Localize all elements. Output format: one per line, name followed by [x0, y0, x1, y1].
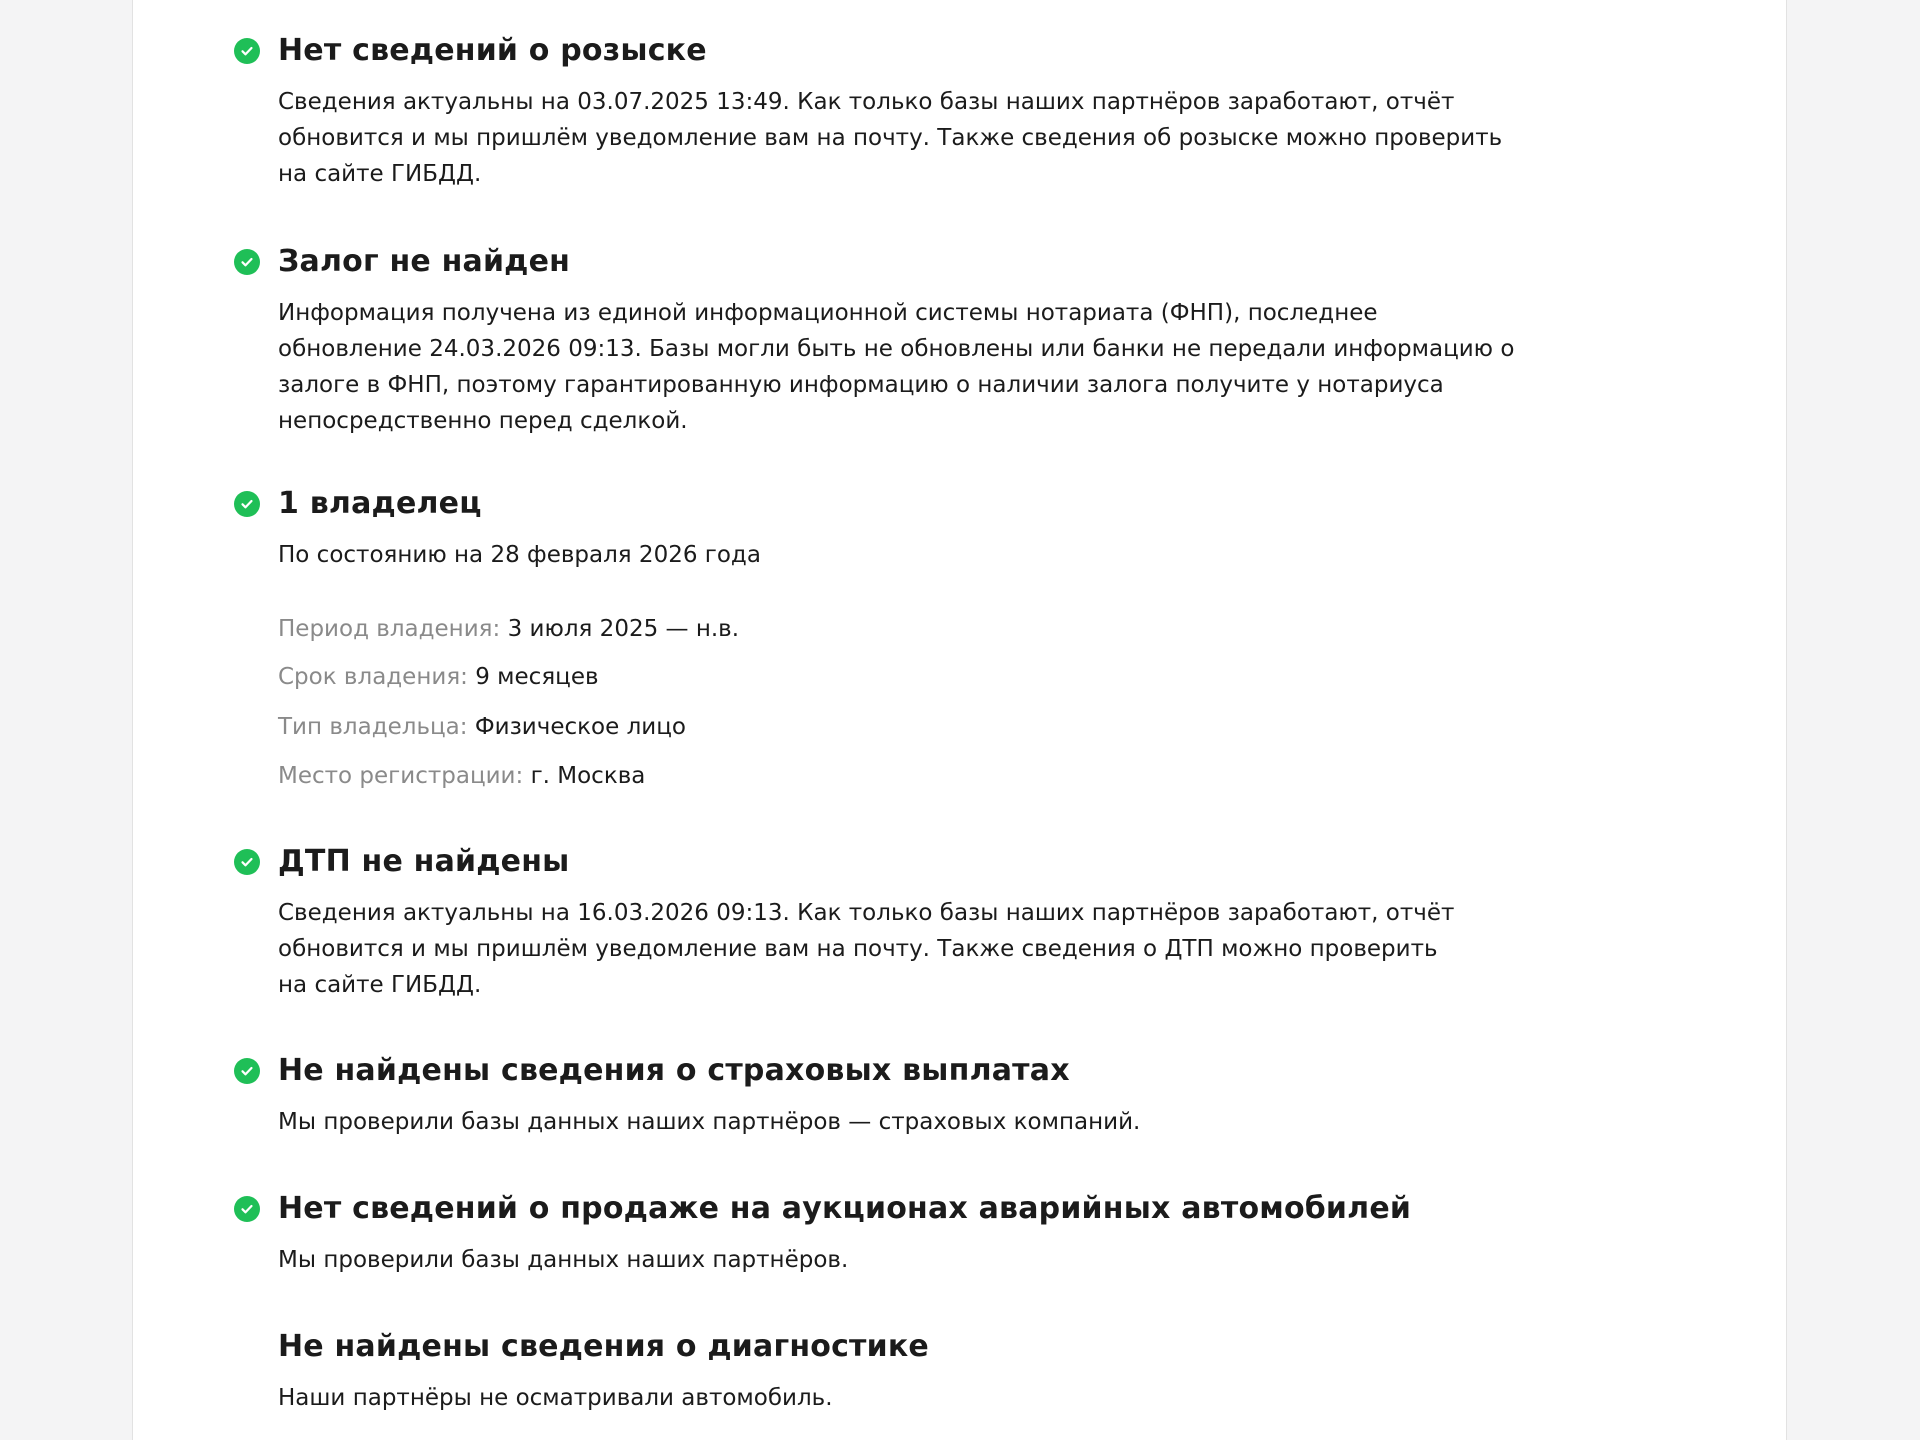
detail-label: Тип владельца:	[278, 714, 468, 740]
detail-value: 3 июля 2025 — н.в.	[507, 616, 740, 642]
check-circle-icon	[234, 1058, 260, 1084]
description-line: непосредственно перед сделкой.	[278, 408, 688, 434]
owner-detail-row	[278, 709, 686, 745]
description-line: Сведения актуальны на 16.03.2026 09:13. Как только базы наших партнёров заработают, отчёт	[278, 900, 1455, 926]
check-circle-icon	[234, 38, 260, 64]
section-description	[278, 295, 1514, 439]
section-title: Не найдены сведения о страховых выплатах	[278, 1053, 1070, 1088]
description-line: обновится и мы пришлём уведомление вам на почту. Также сведения о ДТП можно проверить	[278, 936, 1438, 962]
detail-value: Физическое лицо	[474, 714, 686, 740]
description-line: залоге в ФНП, поэтому гарантированную информацию о наличии залога получите у нотариуса	[278, 372, 1444, 398]
description-line: на сайте ГИБДД.	[278, 972, 482, 998]
description-line: обновление 24.03.2026 09:13. Базы могли быть не обновлены или банки не передали информацию о	[278, 336, 1515, 362]
description-line: на сайте ГИБДД.	[278, 161, 482, 187]
section-description	[278, 1242, 848, 1278]
description-line: Сведения актуальны на 03.07.2025 13:49. Как только базы наших партнёров заработают, отчёт	[278, 89, 1455, 115]
section-title: Нет сведений о продаже на аукционах аварийных автомобилей	[278, 1191, 1412, 1226]
owner-detail-row	[278, 659, 599, 695]
check-circle-icon	[234, 1196, 260, 1222]
section-title: Нет сведений о розыске	[278, 33, 707, 68]
section-title: Залог не найден	[278, 244, 571, 279]
owner-detail-row	[278, 611, 739, 647]
section-description	[278, 537, 761, 573]
description-line: обновится и мы пришлём уведомление вам на почту. Также сведения об розыске можно проверить	[278, 125, 1503, 151]
section-description	[278, 1380, 833, 1416]
detail-value: 9 месяцев	[475, 664, 599, 690]
section-title: Не найдены сведения о диагностике	[278, 1329, 929, 1364]
detail-value: г. Москва	[530, 763, 646, 789]
check-circle-icon	[234, 849, 260, 875]
section-description	[278, 1104, 1140, 1140]
detail-label: Срок владения:	[278, 664, 468, 690]
section-title: ДТП не найдены	[278, 844, 570, 879]
description-line: По состоянию на 28 февраля 2026 года	[278, 542, 761, 568]
owner-detail-row	[278, 758, 645, 794]
description-line: Мы проверили базы данных наших партнёров — страховых компаний.	[278, 1109, 1141, 1135]
description-line: Мы проверили базы данных наших партнёров.	[278, 1247, 849, 1273]
check-circle-icon	[234, 249, 260, 275]
description-line: Наши партнёры не осматривали автомобиль.	[278, 1385, 833, 1411]
detail-label: Место регистрации:	[278, 763, 524, 789]
check-circle-icon	[234, 491, 260, 517]
detail-label: Период владения:	[278, 616, 501, 642]
description-line: Информация получена из единой информационной системы нотариата (ФНП), последнее	[278, 300, 1378, 326]
section-description	[278, 895, 1454, 1003]
section-description	[278, 84, 1502, 192]
section-title: 1 владелец	[278, 486, 482, 521]
